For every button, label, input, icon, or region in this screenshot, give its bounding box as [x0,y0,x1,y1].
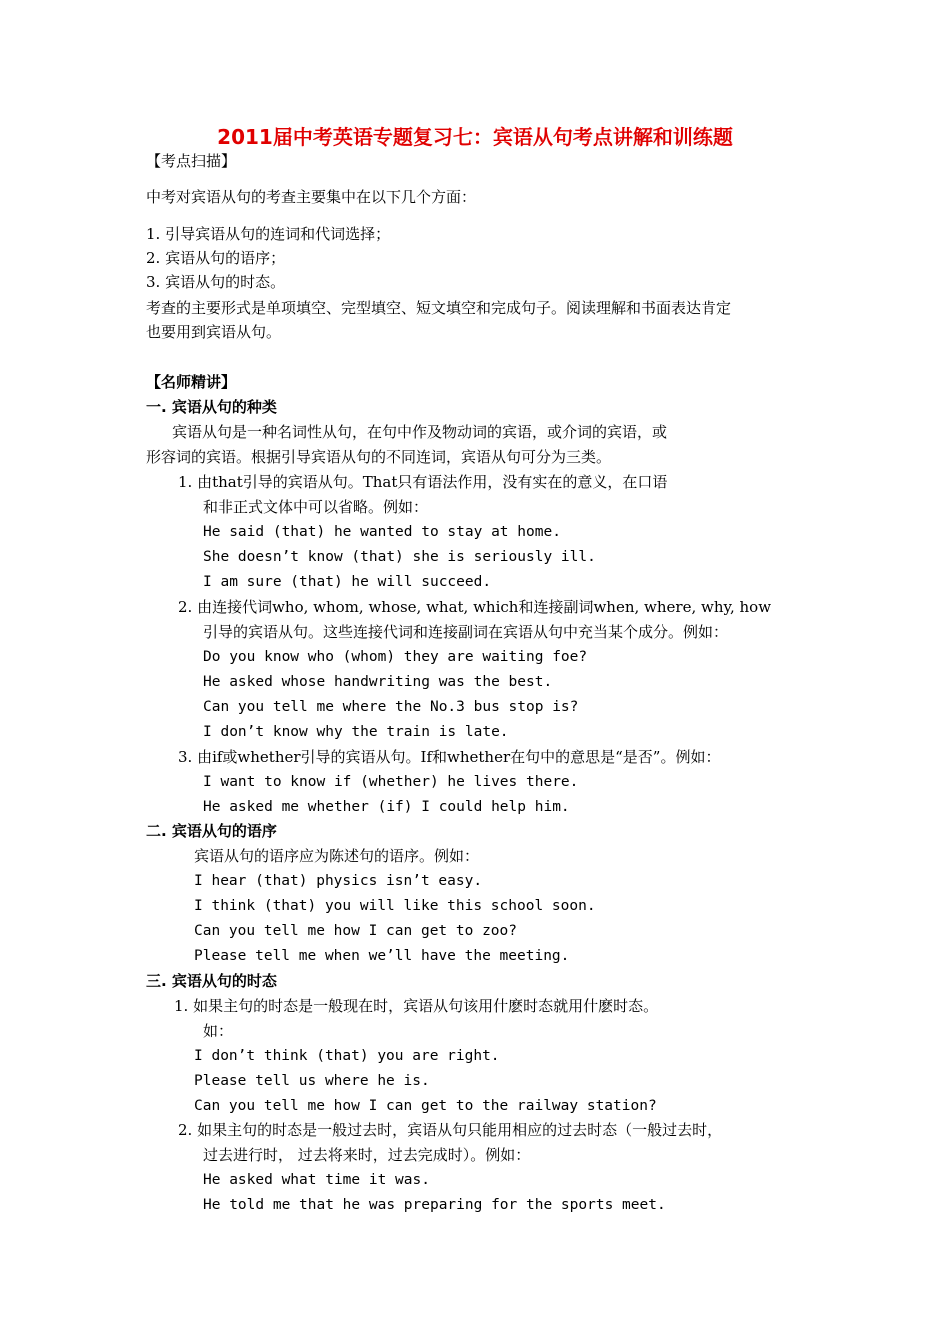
example-sentence: Can you tell me where the No.3 bus stop is? [203,699,579,715]
example-sentence: I am sure (that) he will succeed. [203,574,492,590]
example-sentence: I hear (that) physics isn’t easy. [194,873,483,889]
part3-item1-line-1: 1. 如果主句的时态是一般现在时，宾语从句该用什麽时态就用什麽时态。 [174,997,659,1015]
example-sentence: She doesn’t know (that) she is seriously ill. [203,549,596,565]
example-sentence: Please tell us where he is. [194,1073,430,1089]
example-sentence: I don’t think (that) you are right. [194,1048,500,1064]
part1-item2-line-1: 2. 由连接代词who, whom, whose, what, which和连接副词when, where, why, how [178,598,772,616]
scan-summary-line-2: 也要用到宾语从句。 [146,323,282,341]
scan-item-3: 3. 宾语从句的时态。 [146,273,286,291]
page-title: 2011届中考英语专题复习七：宾语从句考点讲解和训练题 [217,125,733,149]
part1-item1-line-1: 1. 由that引导的宾语从句。That只有语法作用，没有实在的意义，在口语 [178,473,668,491]
example-sentence: I don’t know why the train is late. [203,724,509,740]
part1-heading: 一. 宾语从句的种类 [146,398,277,416]
example-sentence: I think (that) you will like this school soon. [194,898,596,914]
part1-item2-line-2: 引导的宾语从句。这些连接代词和连接副词在宾语从句中充当某个成分。例如： [203,623,729,641]
scan-intro: 中考对宾语从句的考查主要集中在以下几个方面： [146,188,477,206]
part3-item1-line-2: 如： [203,1022,234,1040]
part1-intro-line-2: 形容词的宾语。根据引导宾语从句的不同连词，宾语从句可分为三类。 [146,448,612,466]
example-sentence: He asked whose handwriting was the best. [203,674,553,690]
section-heading-teacher: 【名师精讲】 [146,373,237,391]
scan-item-2: 2. 宾语从句的语序； [146,249,286,267]
part3-item2-line-2: 过去进行时， 过去将来时，过去完成时）。例如： [203,1146,531,1164]
scan-summary-line-1: 考查的主要形式是单项填空、完型填空、短文填空和完成句子。阅读理解和书面表达肯定 [146,299,732,317]
example-sentence: Please tell me when we’ll have the meeting. [194,948,570,964]
example-sentence: He told me that he was preparing for the sports meet. [203,1197,666,1213]
part2-intro: 宾语从句的语序应为陈述句的语序。例如： [194,847,480,865]
example-sentence: He said (that) he wanted to stay at home. [203,524,561,540]
example-sentence: He asked me whether (if) I could help him. [203,799,570,815]
part1-intro-line-1: 宾语从句是一种名词性从句，在句中作及物动词的宾语，或介词的宾语，或 [172,423,668,441]
part1-item3-line-1: 3. 由if或whether引导的宾语从句。If和whether在句中的意思是“是否”。例如： [178,748,721,766]
example-sentence: Do you know who (whom) they are waiting foe? [203,649,588,665]
part3-heading: 三. 宾语从句的时态 [146,972,277,990]
example-sentence: Can you tell me how I can get to zoo? [194,923,518,939]
part2-heading: 二. 宾语从句的语序 [146,822,277,840]
example-sentence: I want to know if (whether) he lives there. [203,774,579,790]
example-sentence: Can you tell me how I can get to the railway station? [194,1098,657,1114]
example-sentence: He asked what time it was. [203,1172,430,1188]
part1-item1-line-2: 和非正式文体中可以省略。例如： [203,498,429,516]
part3-item2-line-1: 2. 如果主句的时态是一般过去时，宾语从句只能用相应的过去时态（一般过去时， [178,1121,723,1139]
section-heading-scan: 【考点扫描】 [146,152,237,170]
scan-item-1: 1. 引导宾语从句的连词和代词选择； [146,225,391,243]
